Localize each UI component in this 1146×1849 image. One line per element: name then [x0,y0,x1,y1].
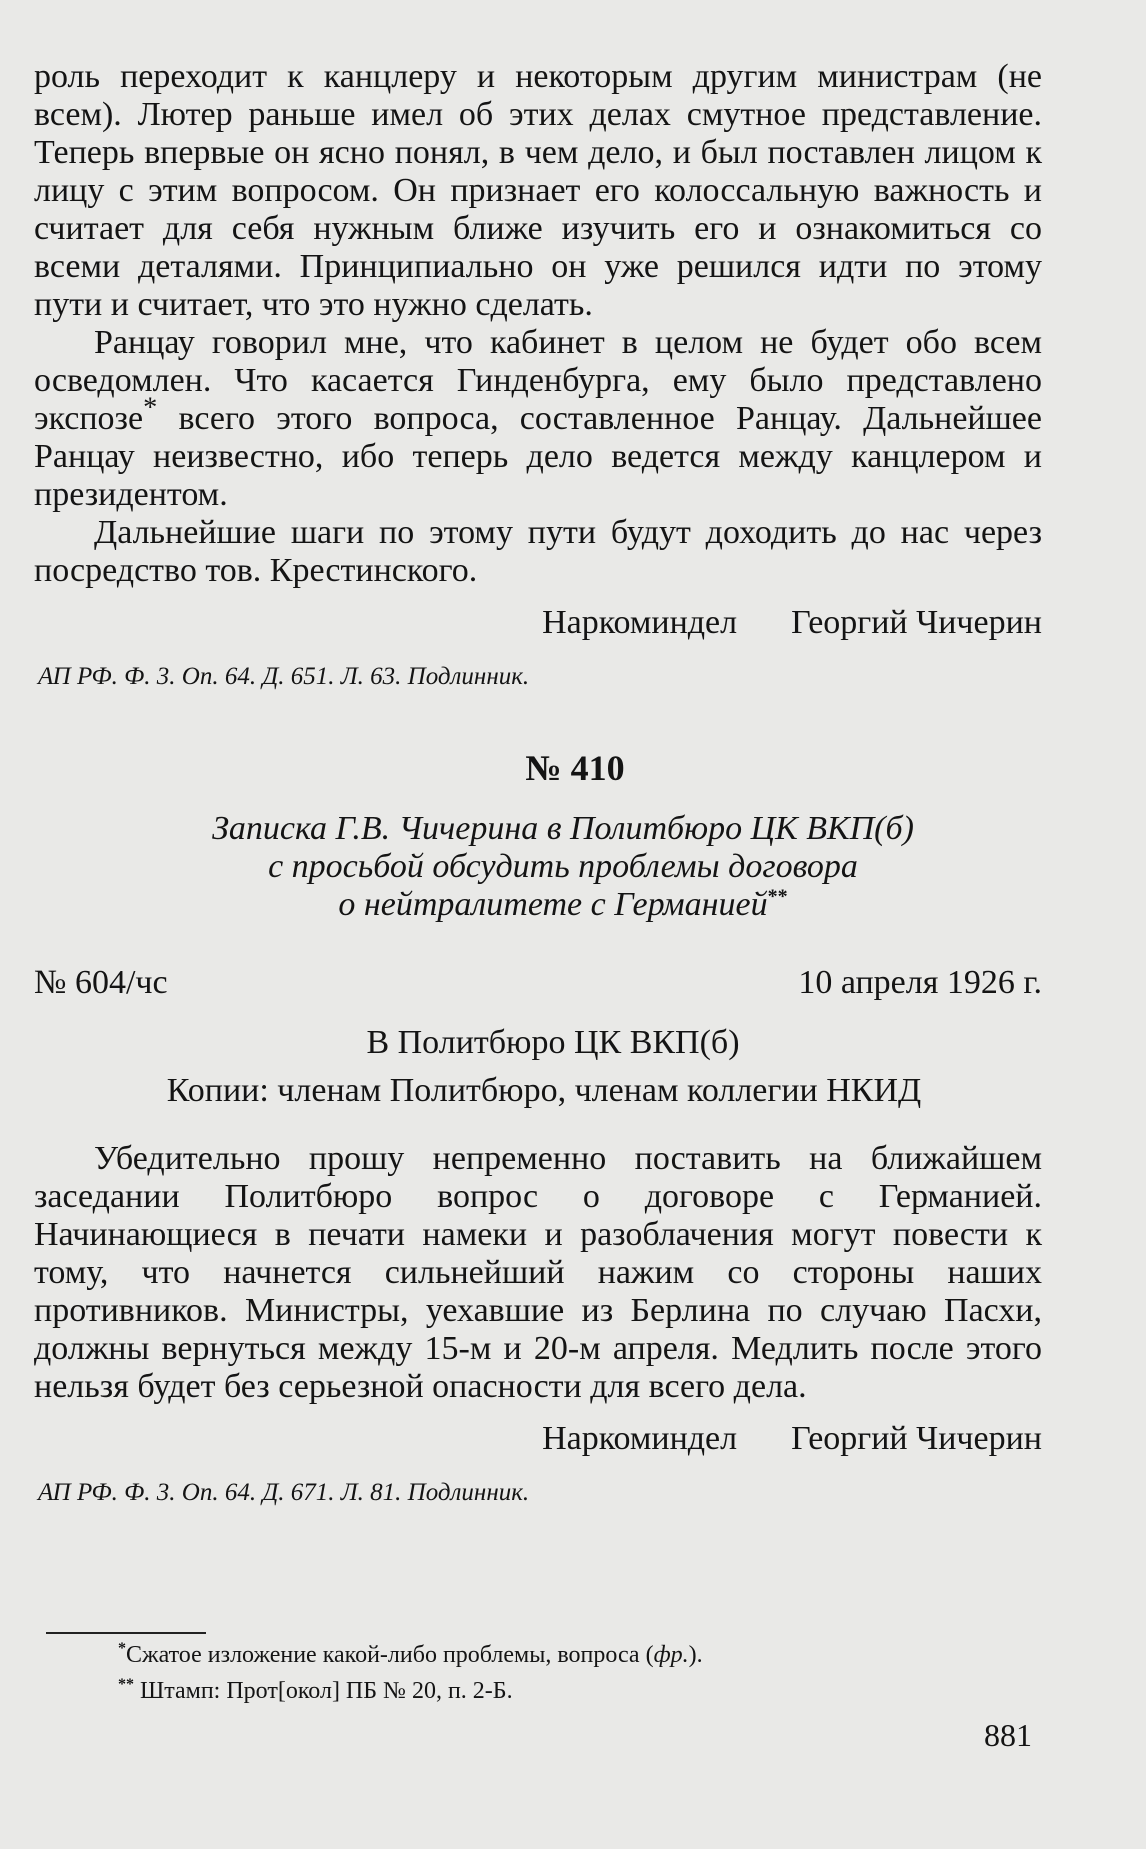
footnote-divider [46,1632,206,1634]
outgoing-number: № 604/чс [34,964,168,1001]
archive-source-2: АП РФ. Ф. 3. Оп. 64. Д. 671. Л. 81. Подлинник. [38,1479,530,1506]
document-date: 10 апреля 1926 г. [798,964,1042,1001]
signature-block-1 [34,604,1042,642]
signature-name: Георгий Чичерин [791,1420,1042,1457]
footnote-ref-1: * [143,392,158,424]
document-title [84,810,1042,924]
document-title-line: с просьбой обсудить проблемы договора [268,848,858,885]
addressee: В Политбюро ЦК ВКП(б) [366,1024,740,1061]
archive-source-1: АП РФ. Ф. 3. Оп. 64. Д. 651. Л. 63. Подлинник. [38,663,530,690]
rantzau-paragraph-start: Ранцау говорил мне, что кабинет в целом не будет обо всем осведомлен. Что касается Гинденбурга, ему было представлено экспозе [34,324,1042,437]
next-steps-paragraph: Дальнейшие шаги по этому пути будут доходить до нас через посредство тов. Крестинского. [34,514,1042,589]
page-number: 881 [984,1717,1032,1753]
document-number-heading: № 410 [525,748,625,788]
signature-role: Наркоминдел [542,1420,738,1457]
rantzau-paragraph-end: всего этого вопроса, составленное Ранцау. Дальнейшее Ранцау неизвестно, ибо теперь дело ведется между канцлером и президентом. [34,400,1042,513]
footnote-ref-2: ** [767,885,788,908]
document-meta [34,964,1042,1002]
footnote-2: ** Штамп: Прот[окол] ПБ № 20, п. 2-Б. [118,1676,513,1704]
footnote-1: *Сжатое изложение какой-либо проблемы, вопроса (фр.). [118,1640,703,1668]
letter-body: Убедительно прошу непременно поставить на ближайшем заседании Политбюро вопрос о договоре с Германией. Начинающиеся в печати намеки и разоблачения могут повести к тому, что начнется сильнейший нажим со стороны наших противников. Министры, уехавшие из Берлина по случаю Пасхи, должны вернуться между 15-м и 20-м апреля. Медлить после этого нельзя будет без серьезной опасности для всего дела. [34,1140,1042,1405]
signature-name: Георгий Чичерин [791,604,1042,641]
rantzau-paragraph [34,324,1042,514]
document-title-line: Записка Г.В. Чичерина в Политбюро ЦК ВКП(б) [212,810,914,847]
signature-role: Наркоминдел [542,604,738,641]
document-title-line: о нейтралитете с Германией** [338,885,788,923]
signature-block-2 [34,1420,1042,1458]
intro-paragraph: роль переходит к канцлеру и некоторым другим министрам (не всем). Лютер раньше имел об этих делах смутное представление. Теперь впервые он ясно понял, в чем дело, и был поставлен лицом к лицу с этим вопросом. Он признает его колоссальную важность и считает для себя нужным ближе изучить его и ознакомиться со всеми деталями. Принципиально он уже решился идти по этому пути и считает, что это нужно сделать. [34,58,1042,323]
copies-line: Копии: членам Политбюро, членам коллегии НКИД [166,1072,922,1109]
